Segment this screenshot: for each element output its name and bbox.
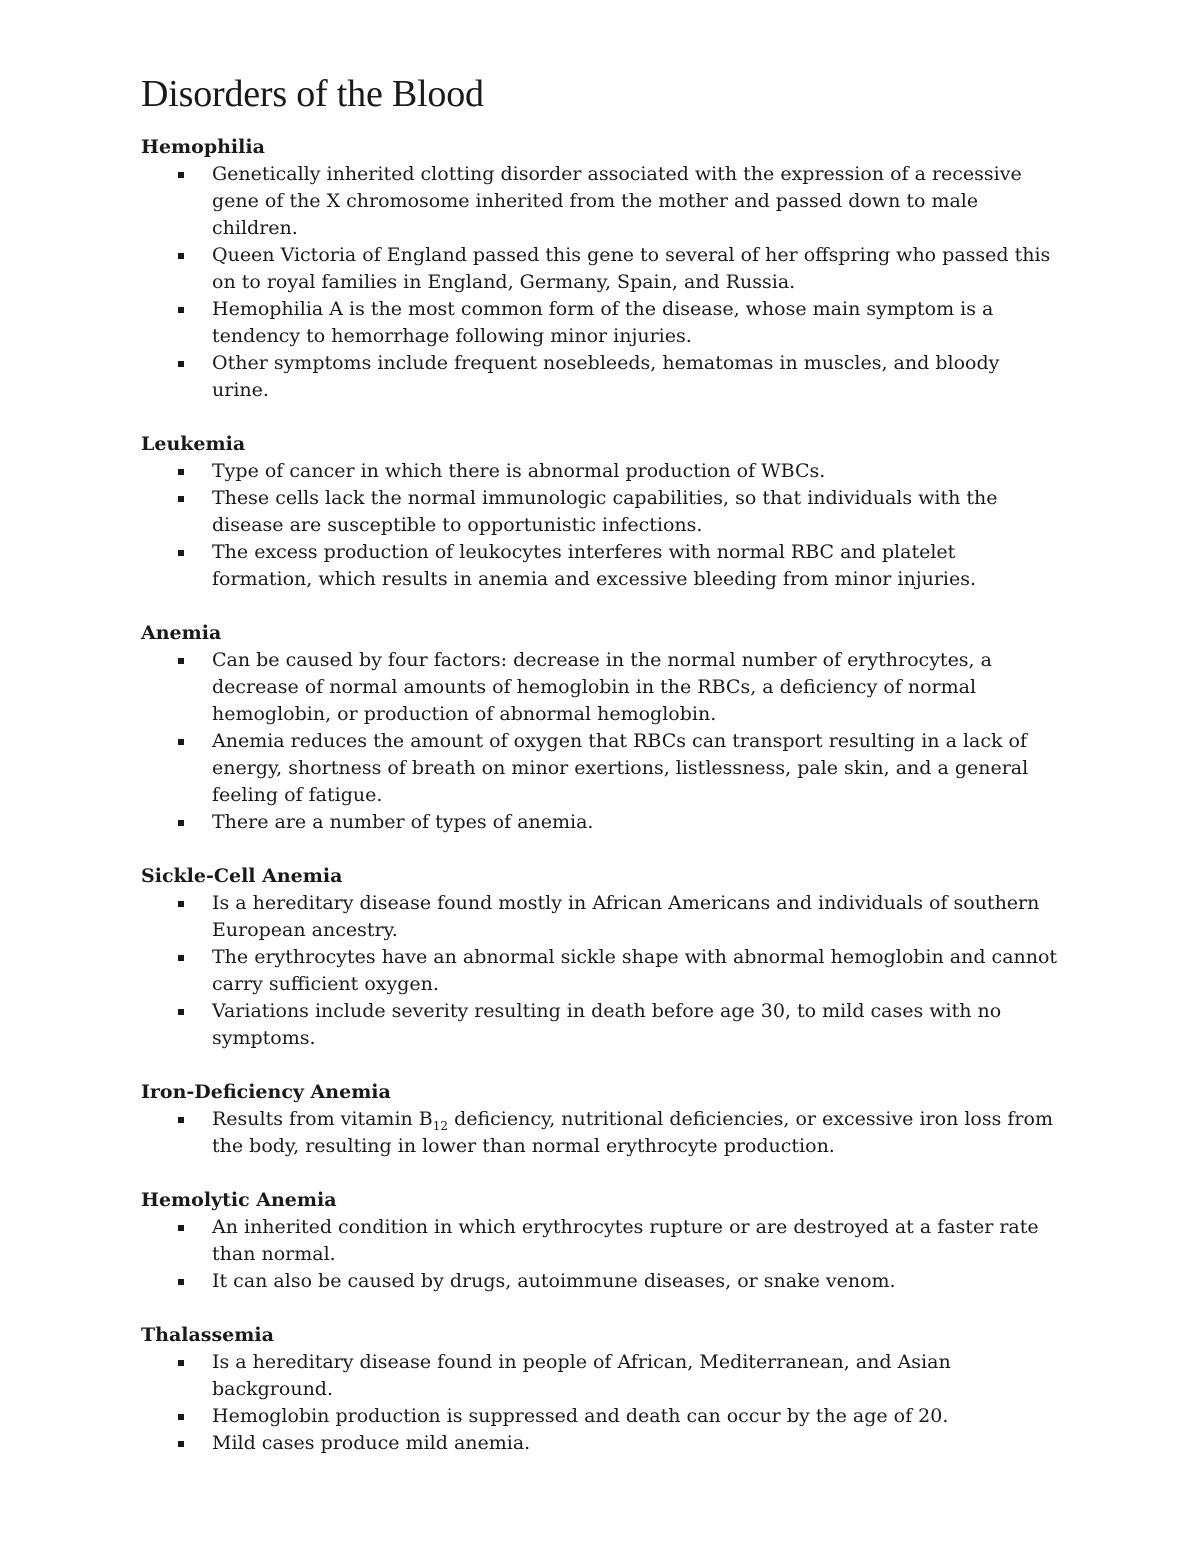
list-item-text: Hemophilia A is the most common form of the disease, whose main symptom is a tendency to hemorrhage following minor injuries.: [212, 298, 994, 347]
subscript: 12: [432, 1118, 449, 1133]
section-leukemia: [141, 431, 1060, 593]
list-item-text: It can also be caused by drugs, autoimmune diseases, or snake venom.: [212, 1270, 896, 1292]
bullet-list: [141, 458, 1060, 593]
list-item: [141, 1214, 1060, 1268]
section-iron-deficiency-anemia: [141, 1079, 1060, 1160]
square-bullet-icon: [178, 1225, 184, 1231]
bullet-list: [141, 890, 1060, 1052]
list-item-text: Queen Victoria of England passed this gene to several of her offspring who passed this on to royal families in England, Germany, Spain, and Russia.: [212, 244, 1051, 293]
list-item: [141, 1106, 1060, 1160]
square-bullet-icon: [178, 955, 184, 961]
list-item-text: These cells lack the normal immunologic capabilities, so that individuals with the disease are susceptible to opportunistic infections.: [212, 487, 998, 536]
section-heading: Hemophilia: [141, 136, 265, 158]
list-item: [141, 809, 1060, 836]
list-item: [141, 296, 1060, 350]
square-bullet-icon: [178, 901, 184, 907]
list-item: [141, 728, 1060, 809]
bullet-list: [141, 1106, 1060, 1160]
square-bullet-icon: [178, 658, 184, 664]
list-item: [141, 1430, 1060, 1457]
square-bullet-icon: [178, 1441, 184, 1447]
list-item-text: Is a hereditary disease found mostly in African Americans and individuals of southern European ancestry.: [212, 892, 1040, 941]
square-bullet-icon: [178, 361, 184, 367]
section-heading: Hemolytic Anemia: [141, 1189, 337, 1211]
list-item: [141, 539, 1060, 593]
page-title: Disorders of the Blood: [141, 73, 484, 115]
list-item: [141, 1349, 1060, 1403]
list-item: [141, 647, 1060, 728]
section-thalassemia: [141, 1322, 1060, 1457]
list-item-text: Can be caused by four factors: decrease in the normal number of erythrocytes, a decrease of normal amounts of hemoglobin in the RBCs, a deficiency of normal hemoglobin, or production of abnormal hemoglobin.: [212, 649, 992, 725]
list-item-text: Variations include severity resulting in death before age 30, to mild cases with no symptoms.: [212, 1000, 1002, 1049]
list-item: [141, 458, 1060, 485]
list-item: [141, 242, 1060, 296]
square-bullet-icon: [178, 307, 184, 313]
list-item: [141, 485, 1060, 539]
list-item-text: There are a number of types of anemia.: [212, 811, 594, 833]
list-item: [141, 998, 1060, 1052]
section-heading: Anemia: [141, 622, 222, 644]
list-item: [141, 1403, 1060, 1430]
section-heading: Leukemia: [141, 433, 246, 455]
list-item-text: Anemia reduces the amount of oxygen that RBCs can transport resulting in a lack of energy, shortness of breath on minor exertions, listlessness, pale skin, and a general feeling of fatigue.: [212, 730, 1029, 806]
list-item-text: Results from vitamin $B_{12}$ deficiency, nutritional deficiencies, or excessive iron loss from the body, resulting in lower than normal erythrocyte production.: [212, 1108, 1053, 1157]
square-bullet-icon: [178, 469, 184, 475]
section-sickle-cell-anemia: [141, 863, 1060, 1052]
square-bullet-icon: [178, 820, 184, 826]
list-item-text: An inherited condition in which erythrocytes rupture or are destroyed at a faster rate than normal.: [212, 1216, 1039, 1265]
square-bullet-icon: [178, 1009, 184, 1015]
section-heading: Sickle-Cell Anemia: [141, 865, 343, 887]
square-bullet-icon: [178, 1117, 184, 1123]
square-bullet-icon: [178, 739, 184, 745]
square-bullet-icon: [178, 172, 184, 178]
square-bullet-icon: [178, 253, 184, 259]
list-item-text: Is a hereditary disease found in people of African, Mediterranean, and Asian background.: [212, 1351, 951, 1400]
list-item-text: The erythrocytes have an abnormal sickle shape with abnormal hemoglobin and cannot carry sufficient oxygen.: [212, 946, 1058, 995]
list-item-text: Genetically inherited clotting disorder associated with the expression of a recessive gene of the X chromosome inherited from the mother and passed down to male children.: [212, 163, 1022, 239]
list-item-text: The excess production of leukocytes interferes with normal RBC and platelet formation, which results in anemia and excessive bleeding from minor injuries.: [212, 541, 977, 590]
list-item: [141, 1268, 1060, 1295]
square-bullet-icon: [178, 496, 184, 502]
section-hemophilia: [141, 134, 1060, 404]
list-item: [141, 350, 1060, 404]
square-bullet-icon: [178, 1360, 184, 1366]
square-bullet-icon: [178, 1414, 184, 1420]
bullet-list: [141, 647, 1060, 836]
list-item-text: Other symptoms include frequent nosebleeds, hematomas in muscles, and bloody urine.: [212, 352, 1000, 401]
section-hemolytic-anemia: [141, 1187, 1060, 1295]
list-item: [141, 890, 1060, 944]
list-item: [141, 161, 1060, 242]
square-bullet-icon: [178, 550, 184, 556]
section-anemia: [141, 620, 1060, 836]
bullet-list: [141, 161, 1060, 404]
square-bullet-icon: [178, 1279, 184, 1285]
list-item-text: Hemoglobin production is suppressed and death can occur by the age of 20.: [212, 1405, 949, 1427]
section-heading: Thalassemia: [141, 1324, 274, 1346]
bullet-list: [141, 1214, 1060, 1295]
list-item-text: Type of cancer in which there is abnormal production of WBCs.: [212, 460, 826, 482]
bullet-list: [141, 1349, 1060, 1457]
list-item-text: Mild cases produce mild anemia.: [212, 1432, 531, 1454]
section-heading: Iron-Deficiency Anemia: [141, 1081, 391, 1103]
list-item: [141, 944, 1060, 998]
